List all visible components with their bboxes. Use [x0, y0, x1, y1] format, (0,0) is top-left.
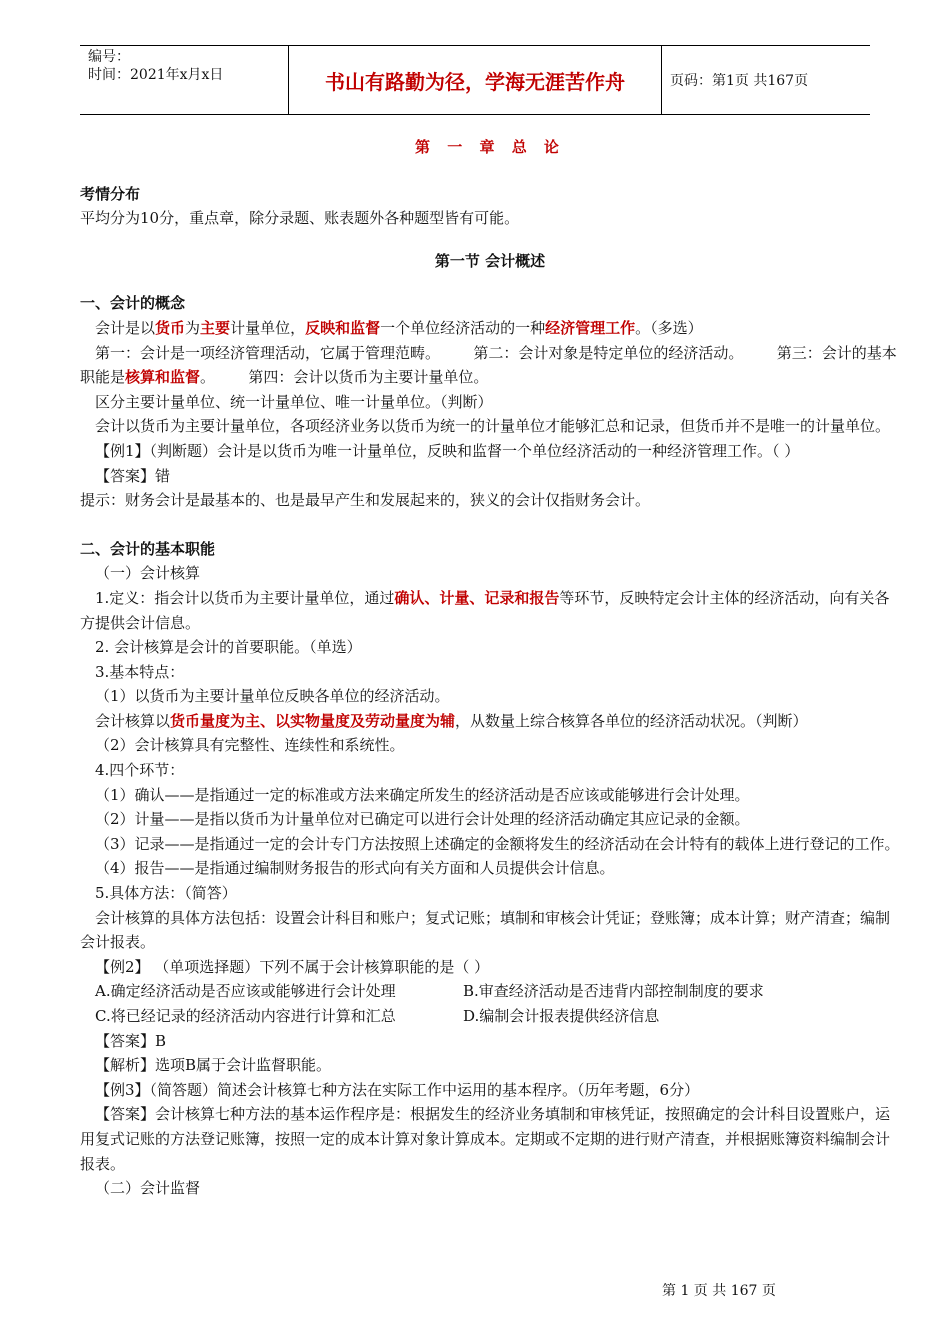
s2-p5: 5.具体方法：（简答） [95, 884, 237, 903]
s1-line4: 会计以货币为主要计量单位，各项经济业务以货币为统一的计量单位才能够汇总和记录，但货币并不是唯一的计量单位。 [95, 417, 891, 436]
explanation-2: 【解析】选项B属于会计监督职能。 [95, 1056, 332, 1075]
time-label: 时间：2021年x月x日 [88, 67, 224, 83]
text: 一个单位经济活动的一种 [380, 318, 546, 337]
page-footer: 第 1 页 共 167 页 [662, 1283, 776, 1299]
s1-line3: 区分主要计量单位、统一计量单位、唯一计量单位。（判断） [95, 392, 493, 411]
highlight: 反映和监督 [305, 318, 381, 337]
text: 会计核算以 [95, 711, 171, 730]
s2-sub1: （一）会计核算 [95, 564, 201, 583]
answer-3: 【答案】会计核算七种方法的基本运作程序是：根据发生的经济业务填制和审核凭证，按照确定的会计科目设置账户，运用复式记账的方法登记账簿，按照一定的成本计算对象计算成本。定期或不定期的进行财产清查，并根据账簿资料编制会计报表。 [80, 1105, 891, 1173]
options-cd [80, 1004, 900, 1029]
s1-definition [80, 316, 900, 341]
chapter-title: 第 一 章 总 论 [415, 138, 565, 156]
highlight: 货币 [155, 318, 186, 337]
s2-p3: 3.基本特点： [95, 662, 185, 681]
text: 为 [185, 318, 201, 337]
section-title: 第一节 会计概述 [434, 251, 546, 270]
text: 会计是以 [95, 318, 156, 337]
s1-points [80, 341, 900, 390]
option-c: C.将已经记录的经济活动内容进行计算和汇总 [95, 1007, 396, 1025]
s2-p4: 4.四个环节： [95, 761, 185, 780]
answer-2: 【答案】B [95, 1031, 167, 1050]
number-label: 编号： [88, 49, 130, 65]
s2-p3-2 [80, 709, 900, 734]
example-1: 【例1】（判断题）会计是以货币为唯一计量单位，反映和监督一个单位经济活动的一种经济管理工作。（ ） [95, 441, 800, 460]
s2-p4-3: （3）记录——是指通过一定的会计专门方法按照上述确定的金额将发生的经济活动在会计特有的载体上进行登记的工作。 [95, 834, 900, 853]
text: 1.定义：指会计以货币为主要计量单位，通过 [95, 588, 395, 607]
header-left-cell [80, 46, 289, 114]
s2-p5-1: 会计核算的具体方法包括：设置会计科目和账户；复式记账；填制和审核会计凭证；登账簿；成本计算；财产清查；编制会计报表。 [80, 908, 891, 952]
page-info: 页码：第1页 共167页 [670, 73, 809, 89]
s2-p4-4: （4）报告——是指通过编制财务报告的形式向有关方面和人员提供会计信息。 [95, 859, 615, 878]
highlight: 确认、计量、记录和报告 [394, 588, 560, 607]
text: 等环节，反映特定会计主体的经济活动，向有关各方提供会计信息。 [80, 588, 890, 632]
s2-p1 [80, 586, 900, 635]
text: ，从数量上综合核算各单位的经济活动状况。（判断） [455, 711, 808, 730]
s2-p3-3: （2）会计核算具有完整性、连续性和系统性。 [95, 736, 405, 755]
s2-p3-1: （1）以货币为主要计量单位反映各单位的经济活动。 [95, 687, 450, 706]
page-header [80, 45, 870, 115]
motto: 书山有路勤为径，学海无涯苦作舟 [289, 46, 662, 114]
s2-p4-2: （2）计量——是指以货币为计量单位对已确定可以进行会计处理的经济活动确定其应记录的金额。 [95, 810, 750, 829]
text: 第一：会计是一项经济管理活动，它属于管理范畴。 第二：会计对象是特定单位的经济活动。 第三：会计的基本职能是 [80, 343, 897, 387]
text: 。 第四：会计以货币为主要计量单位。 [200, 368, 489, 387]
option-d: D.编制会计报表提供经济信息 [463, 1007, 660, 1025]
exam-text: 平均分为10分，重点章，除分录题、账表题外各种题型皆有可能。 [80, 209, 520, 228]
answer-1: 【答案】错 [95, 466, 171, 485]
s2-p2: 2. 会计核算是会计的首要职能。（单选） [95, 638, 362, 657]
example-2: 【例2】 （单项选择题）下列不属于会计核算职能的是（ ） [95, 957, 490, 976]
option-b: B.审查经济活动是否违背内部控制制度的要求 [463, 982, 764, 1001]
highlight: 主要 [200, 318, 231, 337]
s2-p4-1: （1）确认——是指通过一定的标准或方法来确定所发生的经济活动是否应该或能够进行会计处理。 [95, 785, 750, 804]
options-ab [80, 979, 900, 1004]
highlight: 货币量度为主、以实物量度及劳动量度为辅 [170, 711, 456, 730]
document-body [80, 130, 900, 1201]
text: 计量单位， [230, 318, 306, 337]
s2-heading: 二、会计的基本职能 [80, 539, 216, 558]
exam-heading: 考情分布 [80, 184, 141, 203]
example-3: 【例3】（简答题）简述会计核算七种方法在实际工作中运用的基本程序。（历年考题，6分） [95, 1080, 700, 1099]
s2-sub2: （二）会计监督 [95, 1179, 201, 1198]
option-a: A.确定经济活动是否应该或能够进行会计处理 [95, 982, 396, 1001]
tip: 提示：财务会计是最基本的、也是最早产生和发展起来的，狭义的会计仅指财务会计。 [80, 491, 651, 510]
highlight: 核算和监督 [125, 368, 201, 387]
s1-heading: 一、会计的概念 [80, 294, 186, 313]
text: 。（多选） [635, 318, 703, 337]
highlight: 经济管理工作 [545, 318, 636, 337]
